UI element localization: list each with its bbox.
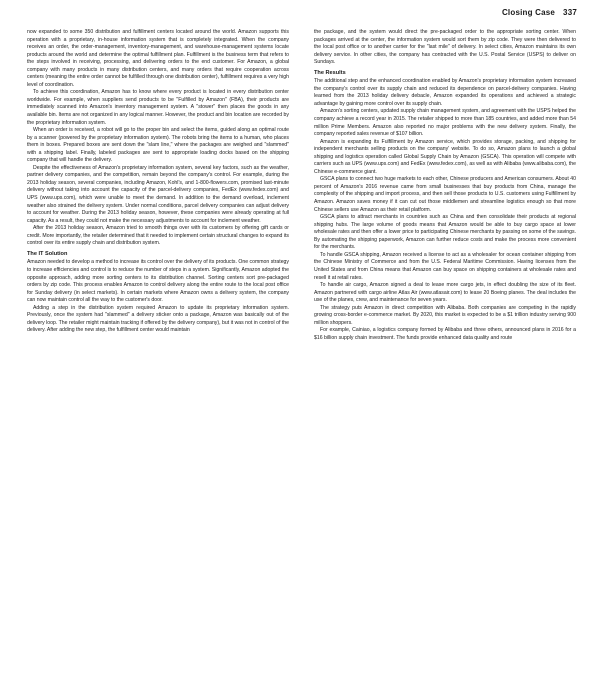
paragraph: Amazon's sorting centers, updated supply chain management system, and agreement with the USPS helped the company achieve a record year in 2015. The retailer shipped to more than 185 countries, and added more than 54 million Prime Members. Amazon also reported no major problems with the new delivery system. Finally, the company reported sales revenue of $107 billion.	[314, 108, 576, 138]
paragraph: To achieve this coordination, Amazon has to know where every product is located in every distribution center worldwide. For example, when suppliers send products to be "Fulfilled by Amazon" (FBA), their products are immediately scanned into Amazon's inventory management system. A "stower" then places the goods in any available bin. Items are not organized in any logical manner. However, the product and bin location are recorded by the proprietary information system.	[27, 89, 289, 126]
paragraph: When an order is received, a robot will go to the proper bin and select the items, guided along an optimal route by a scanner (powered by the proprietary information system). The robots bring the items to a human, who places them in boxes. Prepared boxes are sent down the "slam line," where the packages are weighed and "slammed" with a shipping label. Finally, labeled packages are sent to appropriate loading docks based on the shipping company that will handle the delivery.	[27, 127, 289, 164]
page-header	[502, 8, 577, 17]
running-title: Closing Case	[501, 8, 556, 17]
page-number: 337	[563, 8, 577, 17]
paragraph: After the 2013 holiday season, Amazon tried to smooth things over with its customers by offering gift cards or credit. More importantly, the retailer determined that it needed to implement certain structural changes to expand its control over its entire supply chain and distribution system.	[27, 225, 289, 247]
right-column	[314, 29, 576, 694]
paragraph: To handle air cargo, Amazon signed a deal to lease more cargo jets, in effect doubling the size of its fleet. Amazon partnered with cargo airline Atlas Air (www.atlasair.com) to lease 20 Boeing planes. The deal includes the use of the planes, crew, and maintenance for seven years.	[314, 282, 576, 304]
section-heading-it-solution: The IT Solution	[27, 250, 68, 257]
section-heading-results: The Results	[314, 69, 346, 76]
paragraph: Amazon is expanding its Fulfillment by Amazon service, which provides storage, packing, and shipping for independent merchants selling products on the company' website. To do so, Amazon plans to launch a global shipping and logistics operation called Global Supply Chain by Amazon (GSCA). This operation will compete with carriers such as UPS (www.ups.com) and FedEx (www.fedex.com), as well as with Alibaba (www.alibaba.com), the Chinese e-commerce giant.	[314, 138, 576, 175]
paragraph: GSCA plans to connect two huge markets to each other, Chinese producers and American consumers. About 40 percent of Amazon's 2016 revenue came from small businesses that buy products from China, manage the complexity of the shipping and import process, and then sell those products to U.S. customers using Fulfillment by Amazon. Amazon saves money if it can cut out those middlemen and streamline logistics enough so that more Chinese sellers use Amazon as their retail platform.	[314, 176, 576, 213]
paragraph: The strategy puts Amazon in direct competition with Alibaba. Both companies are competing in the rapidly growing cross-border e-commerce market. By 2020, this market is expected to be a $1 trillion industry serving 900 million shoppers.	[314, 304, 576, 326]
paragraph: For example, Cainiao, a logistics company formed by Alibaba and three others, announced plans in 2016 for a $16 billion supply chain investment. The funds provide enhanced data quality and route	[314, 327, 576, 341]
paragraph: Amazon needed to develop a method to increase its control over the delivery of its products. One common strategy to increase efficiencies and control is to reduce the number of steps in a system. Significantly, Amazon adopted the opposite approach, adding more sorting centers to its distribution channel. Sorting centers sort pre-packaged orders by zip code. This process enables Amazon to control delivery along the entire route to the local post office for Sunday delivery (in select markets). In certain markets where Amazon owns a delivery system, the company can now maintain control all the way to the customer's door.	[27, 259, 289, 304]
paragraph: GSCA plans to attract merchants in countries such as China and then consolidate their products at regional shipping hubs. The large volume of goods means that Amazon would be able to buy cargo space at lower wholesale rates and then offer a lower price to participating Chinese merchants by passing on some of the savings. By automating the shipping paperwork, Amazon can further reduce costs and make the process more convenient for the merchants.	[314, 214, 576, 251]
paragraph: Adding a step in the distribution system required Amazon to update its proprietary information system. Previously, once the system had "slammed" a delivery sticker onto a package, Amazon was basically out of the delivery loop. The retailer might maintain tracking if offered by the delivery company), but it was not in control of the delivery. After adding the new step, the fulfillment center would maintain	[27, 304, 289, 334]
left-column	[27, 29, 289, 694]
paragraph: To handle GSCA shipping, Amazon received a license to act as a wholesaler for ocean container shipping from the Chinese Ministry of Commerce and from the U.S. Federal Maritime Commission. Having licenses from the United States and from China means that Amazon can buy space on shipping containers at wholesale rates and resell it at retail rates.	[314, 251, 576, 281]
paragraph: Despite the effectiveness of Amazon's proprietary information system, several key factors, such as the weather, partner delivery companies, and the competition, remain beyond the company's control. For example, during the 2013 holiday season, several companies, including Amazon, Kohl's, and 1-800-flowers.com, promised last-minute delivery without taking into account the capacity of the parcel-delivery companies, FedEx (www.fedex.com) and UPS (www.ups.com), which were unable to meet the demand. In addition to the demand overload, inclement weather also strained the delivery system. Under normal conditions, parcel delivery companies can adjust delivery to account for weather. During the 2013 holiday season, however, these companies were already operating at full capacity. As a result, they could not make the necessary adjustments to account for inclement weather.	[27, 164, 289, 224]
paragraph: the package, and the system would direct the pre-packaged order to the appropriate sorting center. When packages arrived at the center, the information system would sort them by zip code. They were then delivered to the local post office or to another carrier for the "last mile" of delivery. In select cities, Amazon maintains its own delivery service. In other cities, the company has contracted with the U.S. Postal Service (USPS) to deliver on Sundays.	[314, 29, 576, 66]
paragraph: The additional step and the enhanced coordination enabled by Amazon's proprietary information system increased the company's control over its supply chain and reduced its dependence on parcel-delivery companies. Having learned from the 2013 holiday delivery debacle, Amazon expanded its operations and achieved a strategic advantage by gaining more control over its supply chain.	[314, 78, 576, 107]
paragraph: now expanded to some 350 distribution and fulfillment centers located around the world. Amazon supports this operation with a proprietary, in-house information system that is completely integrated. When the company receives an order, the order-management, inventory-management, and warehouse-management systems locate products around the world and determine the optimal fulfillment plan. Fulfillment is the business term that refers to the steps involved in receiving, processing, and delivering orders to the end customer. For Amazon, a global company with many products in many distribution centers, and many orders that require cooperation across centers (meaning the entire order cannot be fulfilled through one distribution center), fulfillment requires a very high level of coordination.	[27, 29, 289, 88]
